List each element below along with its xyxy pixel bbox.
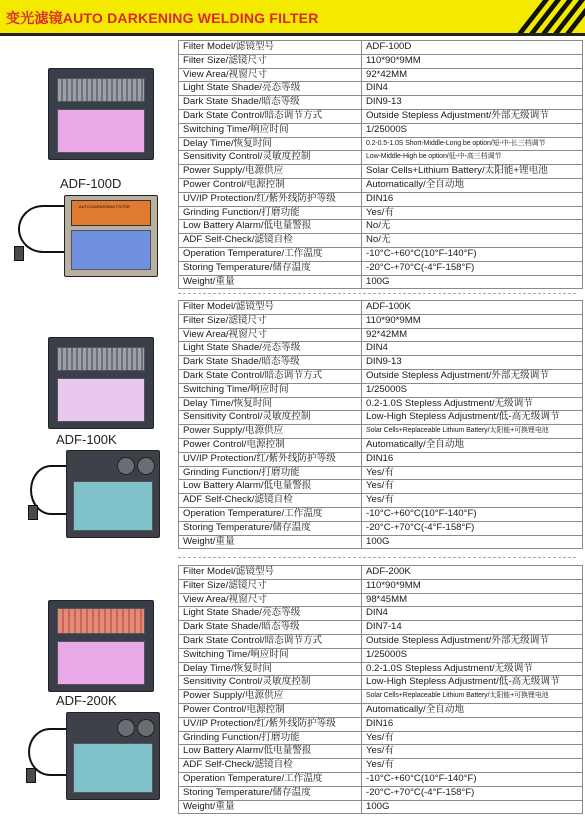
spec-table	[178, 40, 583, 289]
table-row	[179, 41, 583, 55]
table-row	[179, 137, 583, 151]
table-row	[179, 328, 583, 342]
spec-value: Yes/有	[362, 480, 583, 494]
cable-plug-icon	[26, 768, 36, 783]
spec-value: -10°C-+60°C(10°F-140°F)	[362, 247, 583, 261]
spec-label: Power Supply/电源供应	[179, 690, 362, 704]
spec-label: Grinding Function/打磨功能	[179, 731, 362, 745]
spec-label: Operation Temperature/工作温度	[179, 247, 362, 261]
spec-label: Weight/重量	[179, 275, 362, 289]
spec-label: Switching Time/响应时间	[179, 383, 362, 397]
spec-label: View Area/视窗尺寸	[179, 593, 362, 607]
table-row	[179, 521, 583, 535]
spec-label: Weight/重量	[179, 535, 362, 549]
filter-back-image	[66, 712, 160, 800]
table-row	[179, 662, 583, 676]
spec-value: Outside Stepless Adjustment/外部无级调节	[362, 369, 583, 383]
spec-value: Low-Middle-High be option/低-中-高三档调节	[362, 151, 583, 165]
spec-table	[178, 565, 583, 814]
table-row	[179, 745, 583, 759]
table-row	[179, 634, 583, 648]
spec-value: -10°C-+60°C(10°F-140°F)	[362, 772, 583, 786]
spec-value: DIN4	[362, 342, 583, 356]
spec-label: Power Control/电源控制	[179, 703, 362, 717]
filter-front-image	[48, 68, 154, 160]
table-row	[179, 314, 583, 328]
table-row	[179, 717, 583, 731]
hazard-stripes-icon	[505, 0, 585, 33]
spec-value: 1/25000S	[362, 648, 583, 662]
table-row	[179, 566, 583, 580]
table-row	[179, 261, 583, 275]
table-row	[179, 151, 583, 165]
spec-label: Dark State Control/暗态调节方式	[179, 634, 362, 648]
spec-label: Storing Temperature/储存温度	[179, 261, 362, 275]
table-row	[179, 411, 583, 425]
spec-label: Operation Temperature/工作温度	[179, 507, 362, 521]
spec-label: Filter Model/滤镜型号	[179, 41, 362, 55]
spec-value: Yes/有	[362, 206, 583, 220]
spec-label: Sensitivity Control/灵敏度控制	[179, 676, 362, 690]
spec-value: -20°C-+70°C(-4°F-158°F)	[362, 521, 583, 535]
spec-value: Automatically/全自动地	[362, 178, 583, 192]
spec-label: ADF Self-Check/滤镜自检	[179, 759, 362, 773]
spec-label: Filter Model/滤镜型号	[179, 566, 362, 580]
spec-value: Yes/有	[362, 731, 583, 745]
spec-label: View Area/视窗尺寸	[179, 68, 362, 82]
spec-value: Solar Cells+Replaceable Lithium Battery/太阳能+可换锂电池	[362, 425, 583, 439]
spec-value: 1/25000S	[362, 383, 583, 397]
table-row	[179, 607, 583, 621]
table-row	[179, 356, 583, 370]
spec-value: Automatically/全自动地	[362, 438, 583, 452]
spec-value: Yes/有	[362, 494, 583, 508]
spec-value: ADF-200K	[362, 566, 583, 580]
table-row	[179, 342, 583, 356]
table-row	[179, 165, 583, 179]
spec-value: DIN4	[362, 82, 583, 96]
model-label: ADF-200K	[56, 693, 117, 708]
table-row	[179, 507, 583, 521]
spec-label: Switching Time/响应时间	[179, 648, 362, 662]
spec-label: Weight/重量	[179, 800, 362, 814]
spec-value: 100G	[362, 275, 583, 289]
table-row	[179, 192, 583, 206]
spec-label: Low Battery Alarm/低电量警报	[179, 745, 362, 759]
spec-label: Dark State Shade/暗态等级	[179, 96, 362, 110]
spec-value: 110*90*9MM	[362, 54, 583, 68]
filter-back-image: AUTO-DARKENING FILTER	[64, 195, 158, 277]
table-row	[179, 466, 583, 480]
spec-label: Switching Time/响应时间	[179, 123, 362, 137]
header-bar	[0, 0, 585, 33]
spec-value: DIN4	[362, 607, 583, 621]
spec-label: Power Control/电源控制	[179, 178, 362, 192]
table-row	[179, 579, 583, 593]
spec-value: Solar Cells+Lithium Battery/太阳能+锂电池	[362, 165, 583, 179]
spec-value: Outside Stepless Adjustment/外部无级调节	[362, 634, 583, 648]
spec-label: Delay Time/恢复时间	[179, 137, 362, 151]
section-divider	[178, 557, 576, 558]
spec-value: 92*42MM	[362, 68, 583, 82]
spec-value: 110*90*9MM	[362, 314, 583, 328]
spec-label: Light State Shade/亮态等级	[179, 82, 362, 96]
spec-label: Low Battery Alarm/低电量警报	[179, 220, 362, 234]
spec-label: Dark State Shade/暗态等级	[179, 621, 362, 635]
table-row	[179, 178, 583, 192]
spec-value: No/无	[362, 234, 583, 248]
spec-value: -10°C-+60°C(10°F-140°F)	[362, 507, 583, 521]
spec-value: Low-High Stepless Adjustment/低-高无级调节	[362, 411, 583, 425]
filter-front-image	[48, 337, 154, 429]
table-row	[179, 438, 583, 452]
spec-value: -20°C-+70°C(-4°F-158°F)	[362, 261, 583, 275]
table-row	[179, 383, 583, 397]
spec-value: -20°C-+70°C(-4°F-158°F)	[362, 786, 583, 800]
table-row	[179, 275, 583, 289]
spec-label: UV/IP Protection/红/紫外线防护等级	[179, 452, 362, 466]
spec-label: Grinding Function/打磨功能	[179, 466, 362, 480]
spec-label: Light State Shade/亮态等级	[179, 342, 362, 356]
spec-label: Dark State Shade/暗态等级	[179, 356, 362, 370]
table-row	[179, 772, 583, 786]
filter-front-image	[48, 600, 154, 692]
spec-value: 100G	[362, 800, 583, 814]
table-row	[179, 786, 583, 800]
header-divider	[0, 33, 585, 36]
spec-label: Grinding Function/打磨功能	[179, 206, 362, 220]
table-row	[179, 82, 583, 96]
spec-label: Dark State Control/暗态调节方式	[179, 369, 362, 383]
cable-plug-icon	[14, 246, 24, 261]
spec-value: DIN7-14	[362, 621, 583, 635]
table-row	[179, 397, 583, 411]
spec-value: Low-High Stepless Adjustment/低-高无级调节	[362, 676, 583, 690]
spec-value: 92*42MM	[362, 328, 583, 342]
table-row	[179, 68, 583, 82]
spec-label: Filter Model/滤镜型号	[179, 301, 362, 315]
spec-value: No/无	[362, 220, 583, 234]
cable-icon	[18, 205, 68, 253]
model-label: ADF-100K	[56, 432, 117, 447]
table-row	[179, 247, 583, 261]
table-row	[179, 452, 583, 466]
table-row	[179, 425, 583, 439]
spec-value: Yes/有	[362, 466, 583, 480]
table-row	[179, 676, 583, 690]
spec-label: UV/IP Protection/红/紫外线防护等级	[179, 717, 362, 731]
table-row	[179, 535, 583, 549]
table-row	[179, 593, 583, 607]
table-row	[179, 234, 583, 248]
page-title: 变光滤镜AUTO DARKENING WELDING FILTER	[6, 10, 319, 26]
spec-label: Power Supply/电源供应	[179, 165, 362, 179]
spec-value: Solar Cells+Replaceable Lithium Battery/太阳能+可换锂电池	[362, 690, 583, 704]
model-label: ADF-100D	[60, 176, 122, 191]
spec-value: Automatically/全自动地	[362, 703, 583, 717]
spec-value: 0.2-1.0S Stepless Adjustment/无级调节	[362, 662, 583, 676]
spec-value: 0.2-0.5-1.0S Short-Middle-Long be option/短-中-长三档调节	[362, 137, 583, 151]
spec-label: Delay Time/恢复时间	[179, 397, 362, 411]
spec-label: ADF Self-Check/滤镜自检	[179, 494, 362, 508]
table-row	[179, 109, 583, 123]
spec-label: Light State Shade/亮态等级	[179, 607, 362, 621]
table-row	[179, 301, 583, 315]
table-row	[179, 621, 583, 635]
spec-value: 110*90*9MM	[362, 579, 583, 593]
cable-plug-icon	[28, 505, 38, 520]
spec-label: Delay Time/恢复时间	[179, 662, 362, 676]
spec-label: Operation Temperature/工作温度	[179, 772, 362, 786]
spec-label: Storing Temperature/储存温度	[179, 786, 362, 800]
spec-label: Dark State Control/暗态调节方式	[179, 109, 362, 123]
spec-value: Outside Stepless Adjustment/外部无级调节	[362, 109, 583, 123]
table-row	[179, 206, 583, 220]
spec-value: ADF-100K	[362, 301, 583, 315]
spec-value: DIN9-13	[362, 96, 583, 110]
table-row	[179, 731, 583, 745]
spec-label: Filter Size/滤镜尺寸	[179, 314, 362, 328]
table-row	[179, 800, 583, 814]
table-row	[179, 648, 583, 662]
spec-label: Sensitivity Control/灵敏度控制	[179, 411, 362, 425]
spec-label: ADF Self-Check/滤镜自检	[179, 234, 362, 248]
spec-label: Filter Size/滤镜尺寸	[179, 579, 362, 593]
spec-value: Yes/有	[362, 745, 583, 759]
spec-label: Sensitivity Control/灵敏度控制	[179, 151, 362, 165]
spec-value: Yes/有	[362, 759, 583, 773]
spec-value: 98*45MM	[362, 593, 583, 607]
table-row	[179, 494, 583, 508]
spec-value: 1/25000S	[362, 123, 583, 137]
table-row	[179, 690, 583, 704]
spec-value: 100G	[362, 535, 583, 549]
spec-value: 0.2-1.0S Stepless Adjustment/无级调节	[362, 397, 583, 411]
spec-value: ADF-100D	[362, 41, 583, 55]
table-row	[179, 703, 583, 717]
spec-value: DIN9-13	[362, 356, 583, 370]
spec-value: DIN16	[362, 717, 583, 731]
table-row	[179, 123, 583, 137]
spec-label: Low Battery Alarm/低电量警报	[179, 480, 362, 494]
table-row	[179, 220, 583, 234]
spec-label: Storing Temperature/储存温度	[179, 521, 362, 535]
spec-value: DIN16	[362, 452, 583, 466]
table-row	[179, 759, 583, 773]
spec-label: Power Control/电源控制	[179, 438, 362, 452]
spec-value: DIN16	[362, 192, 583, 206]
spec-label: Filter Size/滤镜尺寸	[179, 54, 362, 68]
spec-table	[178, 300, 583, 549]
section-divider	[178, 293, 576, 294]
table-row	[179, 369, 583, 383]
table-row	[179, 54, 583, 68]
spec-label: View Area/视窗尺寸	[179, 328, 362, 342]
spec-label: Power Supply/电源供应	[179, 425, 362, 439]
spec-label: UV/IP Protection/红/紫外线防护等级	[179, 192, 362, 206]
table-row	[179, 96, 583, 110]
filter-back-image	[66, 450, 160, 538]
table-row	[179, 480, 583, 494]
